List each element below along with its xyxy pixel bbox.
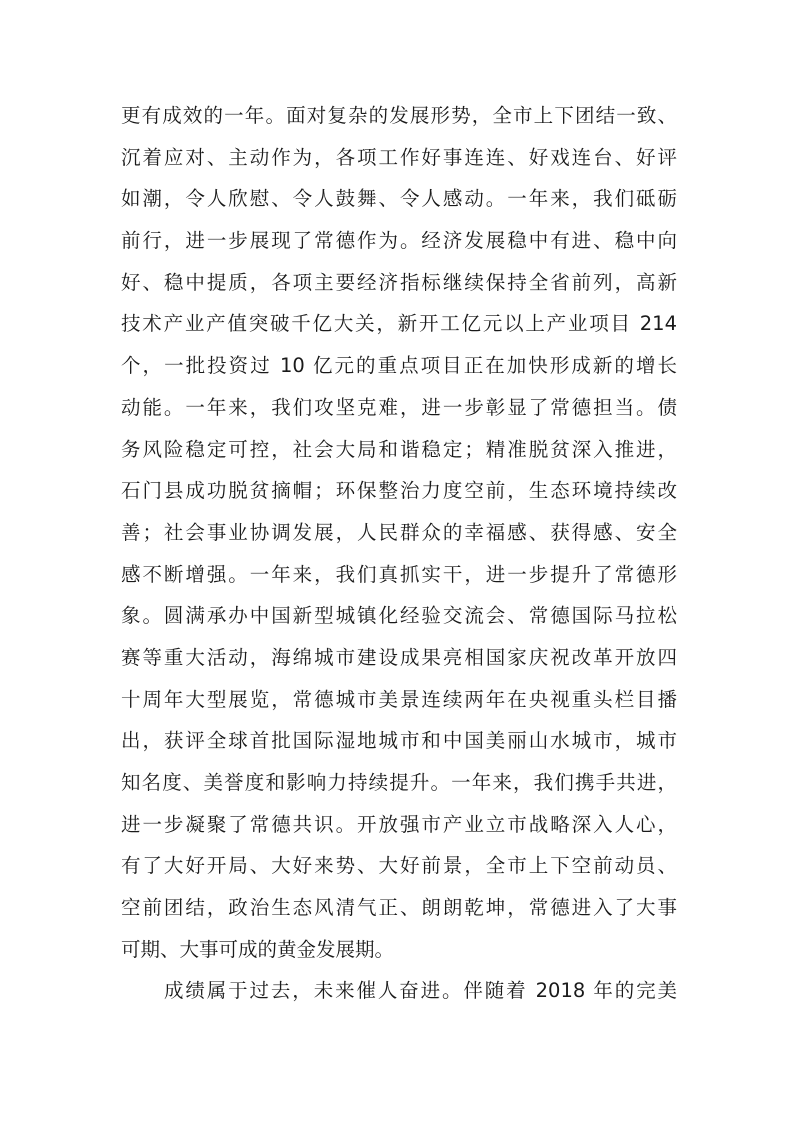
text-line: 十周年大型展览，常德城市美景连续两年在央视重头栏目播 — [121, 687, 677, 711]
text-line: 善；社会事业协调发展，人民群众的幸福感、获得感、安全 — [121, 520, 677, 544]
text-line: 好、稳中提质，各项主要经济指标继续保持全省前列，高新 — [121, 270, 677, 294]
paragraph-1 — [121, 95, 677, 970]
text-line: 进一步凝聚了常德共识。开放强市产业立市战略深入人心， — [121, 812, 677, 836]
text-line: 感不断增强。一年来，我们真抓实干，进一步提升了常德形 — [121, 562, 677, 586]
text-line: 动能。一年来，我们攻坚克难，进一步彰显了常德担当。债 — [121, 395, 677, 419]
text-line: 有了大好开局、大好来势、大好前景，全市上下空前动员、 — [121, 854, 677, 878]
text-line: 更有成效的一年。面对复杂的发展形势，全市上下团结一致、 — [121, 104, 677, 127]
text-line: 石门县成功脱贫摘帽；环保整治力度空前，生态环境持续改 — [121, 479, 677, 503]
document-page — [121, 95, 677, 1012]
paragraph-2 — [121, 970, 677, 1012]
text-line: 技术产业产值突破千亿大关，新开工亿元以上产业项目 214 — [121, 312, 677, 336]
text-line: 沉着应对、主动作为，各项工作好事连连、好戏连台、好评 — [121, 145, 677, 169]
text-line: 知名度、美誉度和影响力持续提升。一年来，我们携手共进， — [121, 771, 677, 794]
text-line: 如潮，令人欣慰、令人鼓舞、令人感动。一年来，我们砥砺 — [121, 187, 677, 211]
text-line: 可期、大事可成的黄金发展期。 — [121, 937, 395, 961]
text-line: 务风险稳定可控，社会大局和谐稳定；精准脱贫深入推进， — [121, 437, 677, 461]
text-line: 象。圆满承办中国新型城镇化经验交流会、常德国际马拉松 — [121, 604, 677, 628]
text-line: 出，获评全球首批国际湿地城市和中国美丽山水城市，城市 — [121, 729, 677, 753]
text-line: 赛等重大活动，海绵城市建设成果亮相国家庆祝改革开放四 — [121, 645, 677, 669]
text-line: 个，一批投资过 10 亿元的重点项目正在加快形成新的增长 — [121, 354, 677, 378]
text-line: 空前团结，政治生态风清气正、朗朗乾坤，常德进入了大事 — [121, 896, 677, 920]
text-line: 前行，进一步展现了常德作为。经济发展稳中有进、稳中向 — [121, 229, 677, 253]
text-line: 成绩属于过去，未来催人奋进。伴随着 2018 年的完美 — [164, 979, 677, 1003]
